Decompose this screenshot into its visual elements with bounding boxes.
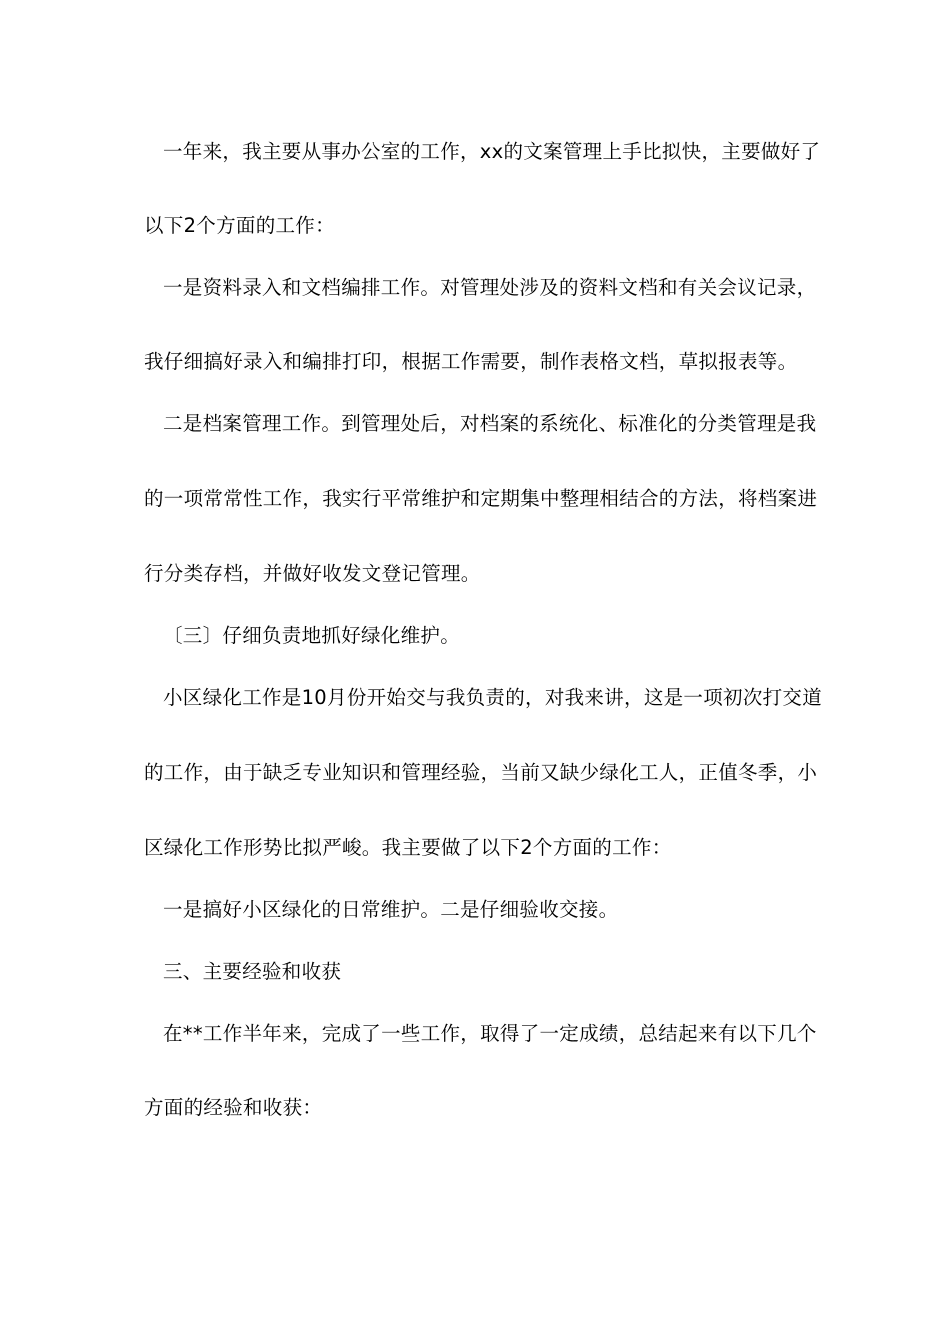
paragraph-line: 小区绿化工作是10月份开始交与我负责的，对我来讲，这是一项初次打交道 xyxy=(163,686,823,709)
paragraph-line: 以下2个方面的工作： xyxy=(144,214,335,237)
paragraph-line: 区绿化工作形势比拟严峻。我主要做了以下2个方面的工作： xyxy=(144,836,672,859)
paragraph-line: 二是档案管理工作。到管理处后，对档案的系统化、标准化的分类管理是我 xyxy=(163,412,817,435)
paragraph-line: 的工作，由于缺乏专业知识和管理经验，当前又缺少绿化工人，正值冬季，小 xyxy=(144,761,818,784)
paragraph-line: 的一项常常性工作，我实行平常维护和定期集中整理相结合的方法，将档案进 xyxy=(144,487,818,510)
paragraph-line: 我仔细搞好录入和编排打印，根据工作需要，制作表格文档，草拟报表等。 xyxy=(144,350,798,373)
paragraph-line: 一年来，我主要从事办公室的工作，xx的文案管理上手比拟快，主要做好了 xyxy=(163,140,821,163)
section-heading: 三、主要经验和收获 xyxy=(163,960,342,983)
paragraph-line: 在**工作半年来，完成了一些工作，取得了一定成绩，总结起来有以下几个 xyxy=(163,1022,817,1045)
paragraph-line: 一是资料录入和文档编排工作。对管理处涉及的资料文档和有关会议记录， xyxy=(163,276,817,299)
paragraph-line: 方面的经验和收获： xyxy=(144,1096,323,1119)
section-heading: 〔三〕仔细负责地抓好绿化维护。 xyxy=(163,624,461,647)
paragraph-line: 一是搞好小区绿化的日常维护。二是仔细验收交接。 xyxy=(163,898,619,921)
paragraph-line: 行分类存档，并做好收发文登记管理。 xyxy=(144,562,481,585)
